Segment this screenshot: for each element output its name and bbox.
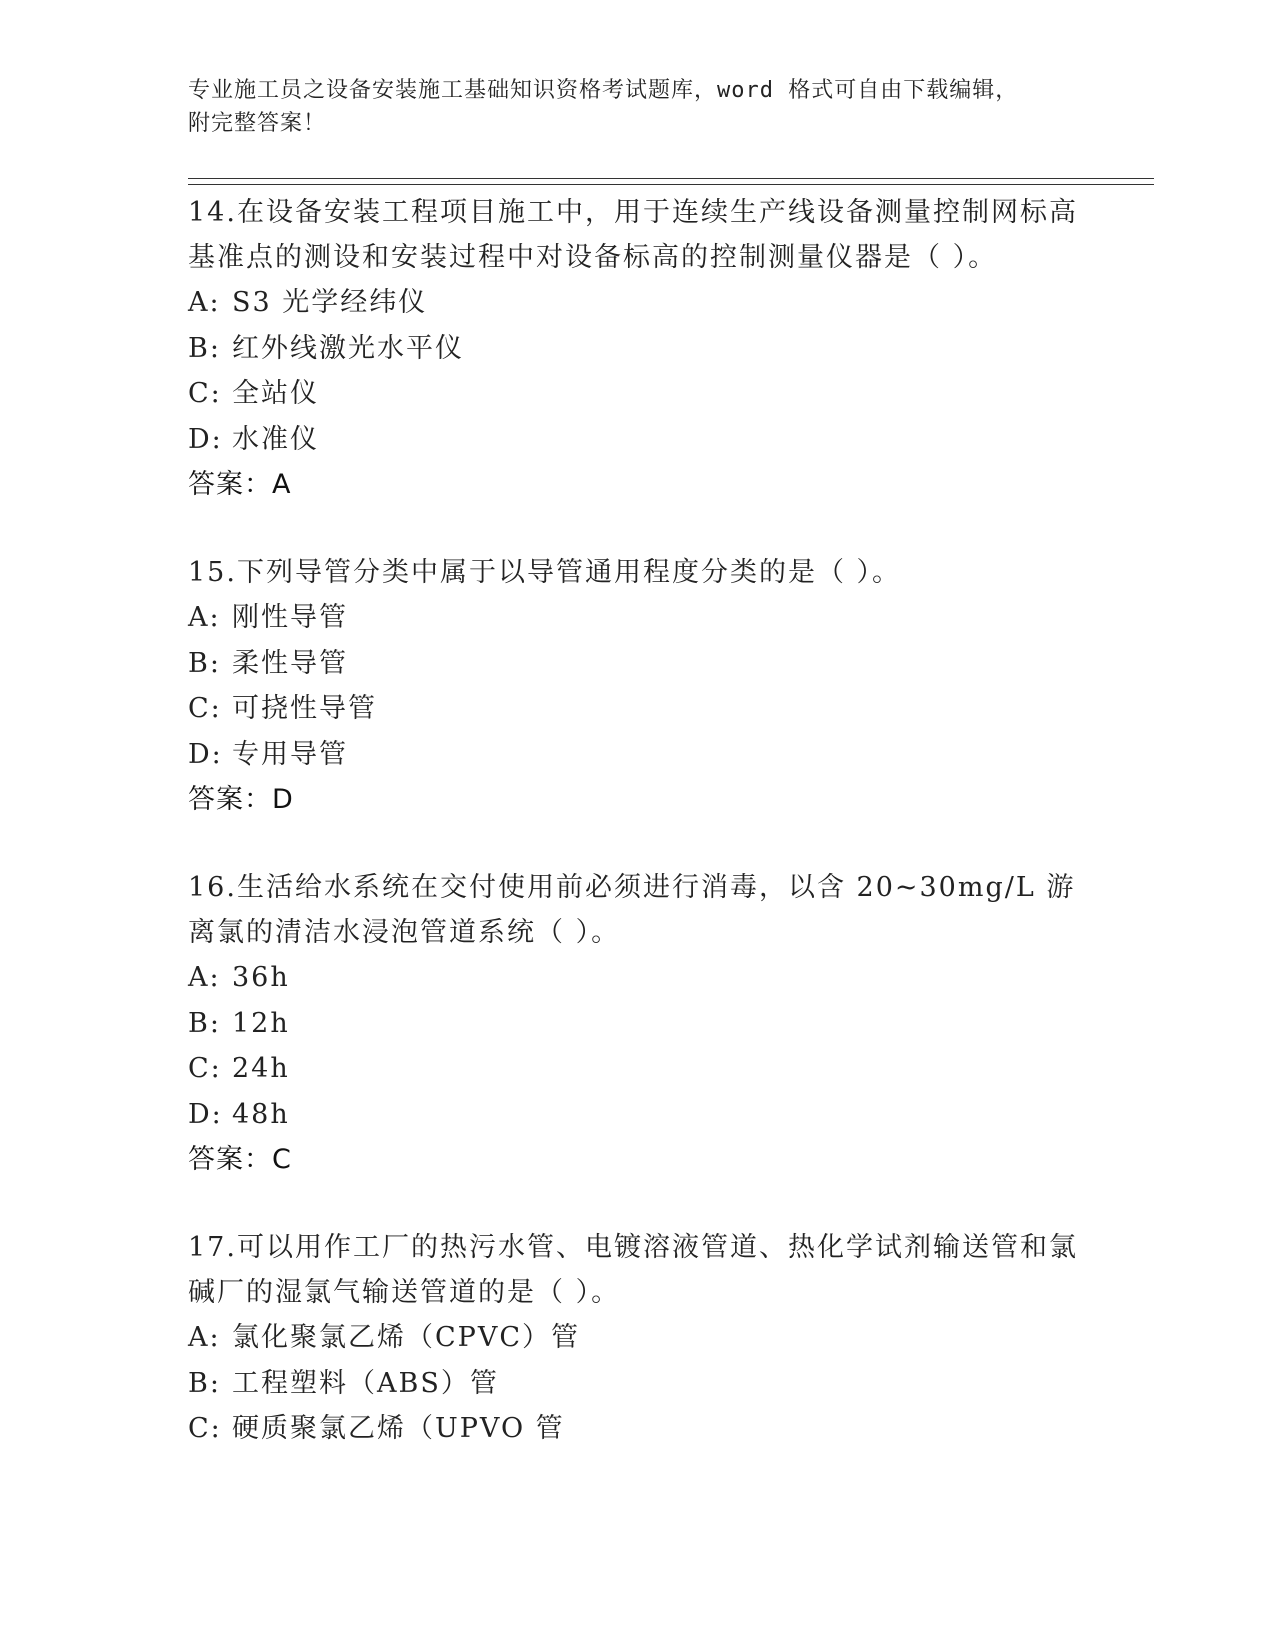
option-text: 48h	[232, 1098, 290, 1130]
option-a	[188, 280, 1148, 326]
option-b	[188, 326, 1148, 372]
option-b	[188, 1361, 1148, 1407]
option-text: 硬质聚氯乙烯（UPVO 管	[232, 1413, 565, 1444]
option-letter: A:	[188, 602, 221, 633]
option-text: 柔性导管	[232, 647, 348, 679]
option-text: 12h	[232, 1007, 290, 1039]
option-c	[188, 686, 1148, 732]
option-letter: A:	[188, 287, 221, 318]
option-c	[188, 1046, 1148, 1092]
option-a	[188, 595, 1148, 641]
document-header	[188, 74, 1088, 140]
option-letter: C:	[188, 1413, 222, 1444]
option-text: 专用导管	[232, 738, 348, 770]
option-b	[188, 641, 1148, 687]
question-14	[188, 190, 1148, 508]
option-text: 红外线激光水平仪	[232, 332, 464, 364]
option-d	[188, 1092, 1148, 1138]
question-stem: 14.在设备安装工程项目施工中，用于连续生产线设备测量控制网标高基准点的测设和安装过程中对设备标高的控制测量仪器是（ ）。	[188, 197, 1078, 273]
answer-line: 答案：C	[188, 1144, 292, 1175]
option-letter: B:	[188, 332, 221, 364]
option-letter: B:	[188, 1367, 221, 1399]
option-letter: D:	[188, 1098, 223, 1130]
option-text: 24h	[232, 1053, 290, 1084]
answer-line: 答案：D	[188, 784, 294, 815]
question-list	[188, 190, 1148, 1494]
option-text: 工程塑料（ABS）管	[232, 1367, 499, 1399]
question-stem: 17.可以用作工厂的热污水管、电镀溶液管道、热化学试剂输送管和氯碱厂的湿氯气输送管道的是（ ）。	[188, 1232, 1078, 1308]
option-c	[188, 1406, 1148, 1452]
option-d	[188, 732, 1148, 778]
header-divider-top	[188, 178, 1154, 179]
option-d	[188, 417, 1148, 463]
option-letter: D:	[188, 423, 223, 455]
option-text: 全站仪	[232, 378, 319, 409]
question-stem: 15.下列导管分类中属于以导管通用程度分类的是（ ）。	[188, 557, 902, 588]
option-text: 氯化聚氯乙烯（CPVC）管	[232, 1322, 580, 1353]
option-text: 水准仪	[232, 423, 319, 455]
option-letter: C:	[188, 693, 222, 724]
option-letter: B:	[188, 647, 221, 679]
option-text: 36h	[232, 962, 290, 993]
option-letter: C:	[188, 378, 222, 409]
option-text: S3 光学经纬仪	[232, 287, 428, 318]
header-divider-bottom	[188, 184, 1154, 185]
option-letter: A:	[188, 962, 221, 993]
option-letter: D:	[188, 738, 223, 770]
option-text: 可挠性导管	[232, 693, 377, 724]
question-15	[188, 550, 1148, 823]
answer-line: 答案：A	[188, 469, 292, 500]
option-a	[188, 1315, 1148, 1361]
option-c	[188, 371, 1148, 417]
question-17	[188, 1225, 1148, 1452]
header-line-2: 附完整答案！	[188, 111, 327, 136]
option-letter: A:	[188, 1322, 221, 1353]
option-text: 刚性导管	[232, 602, 348, 633]
option-letter: B:	[188, 1007, 221, 1039]
question-16	[188, 865, 1148, 1183]
option-a	[188, 955, 1148, 1001]
option-b	[188, 1001, 1148, 1047]
option-letter: C:	[188, 1053, 222, 1084]
question-stem: 16.生活给水系统在交付使用前必须进行消毒，以含 20~30mg/L 游离氯的清洁水浸泡管道系统（ ）。	[188, 872, 1076, 948]
header-line-1: 专业施工员之设备安装施工基础知识资格考试题库，word 格式可自由下载编辑，	[188, 78, 1019, 103]
